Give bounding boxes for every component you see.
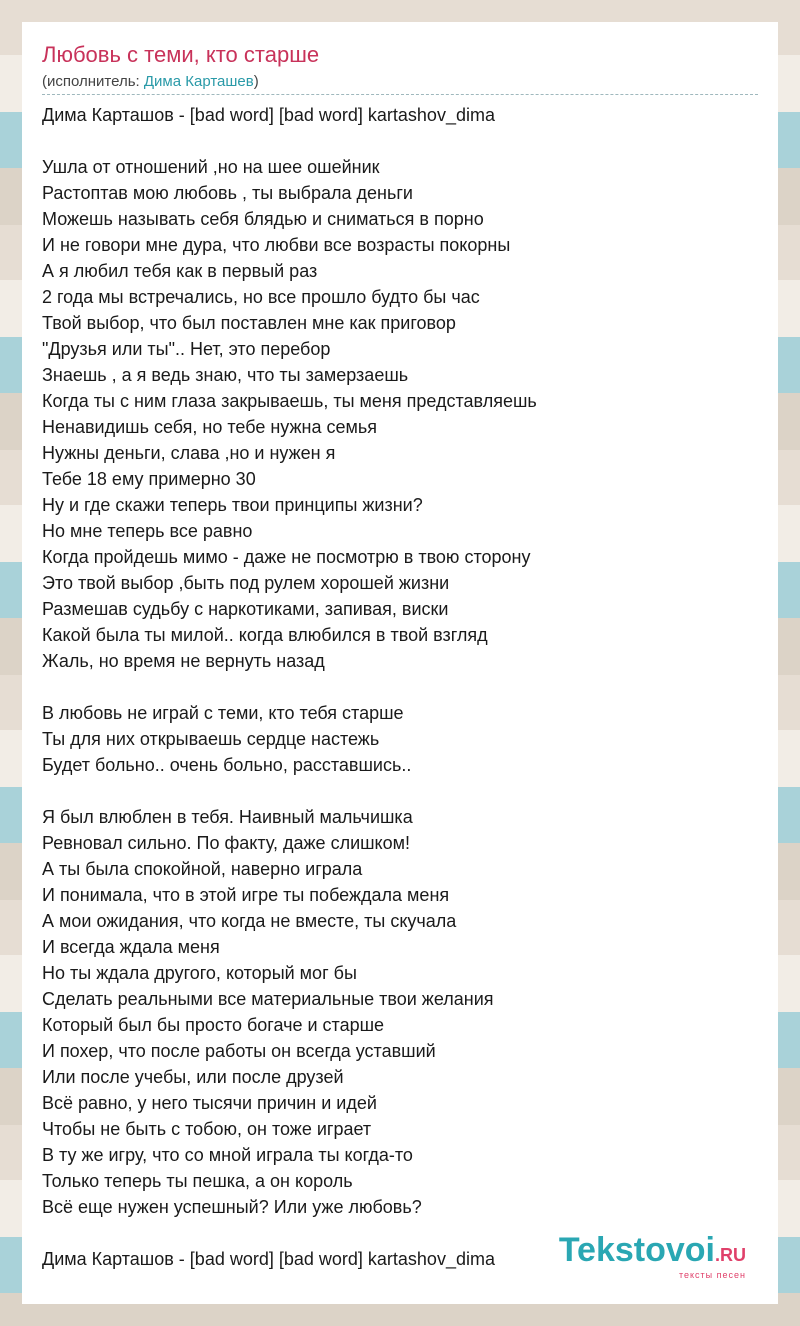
lyric-line: А мои ожидания, что когда не вместе, ты скучала: [42, 911, 457, 931]
dashed-divider: [42, 94, 758, 95]
logo-name: Tekstovoi: [558, 1231, 715, 1269]
lyric-line: Ненавидишь себя, но тебе нужна семья: [42, 417, 377, 437]
lyric-line: Ревновал сильно. По факту, даже слишком!: [42, 833, 411, 853]
lyric-line: Жаль, но время не вернуть назад: [42, 651, 325, 671]
site-logo[interactable]: [559, 1233, 746, 1280]
lyric-line: Размешав судьбу с наркотиками, запивая, виски: [42, 599, 449, 619]
artist-suffix: ): [253, 73, 259, 90]
logo-tagline: тексты песен: [678, 1270, 746, 1280]
lyric-line: "Друзья или ты".. Нет, это перебор: [42, 339, 331, 359]
lyric-line: [42, 674, 762, 700]
logo-tld: .RU: [715, 1245, 746, 1265]
lyric-line: Это твой выбор ,быть под рулем хорошей жизни: [42, 573, 450, 593]
lyric-line: Будет больно.. очень больно, расставшись..: [42, 755, 412, 775]
lyric-line: Нужны деньги, слава ,но и нужен я: [42, 443, 336, 463]
lyric-line: Но ты ждала другого, который мог бы: [42, 963, 357, 983]
lyric-line: Ушла от отношений ,но на шее ошейник: [42, 157, 380, 177]
lyric-line: А я любил тебя как в первый раз: [42, 261, 318, 281]
lyric-line: Знаешь , а я ведь знаю, что ты замерзаешь: [42, 365, 409, 385]
lyric-line: Ну и где скажи теперь твои принципы жизни?: [42, 495, 423, 515]
lyric-line: Я был влюблен в тебя. Наивный мальчишка: [42, 807, 413, 827]
lyrics-text: [42, 102, 762, 1272]
lyric-line: [42, 778, 762, 804]
lyric-line: Но мне теперь все равно: [42, 521, 253, 541]
lyric-line: Когда пройдешь мимо - даже не посмотрю в твою сторону: [42, 547, 531, 567]
lyric-line: Всё еще нужен успешный? Или уже любовь?: [42, 1197, 422, 1217]
lyric-line: Чтобы не быть с тобою, он тоже играет: [42, 1119, 372, 1139]
artist-prefix: (исполнитель:: [42, 73, 144, 90]
lyric-line: В ту же игру, что со мной играла ты когда-то: [42, 1145, 413, 1165]
lyric-line: Всё равно, у него тысячи причин и идей: [42, 1093, 377, 1113]
lyric-line: Дима Карташов - [bad word] [bad word] kartashov_dima: [42, 105, 495, 125]
lyric-line: И всегда ждала меня: [42, 937, 220, 957]
lyric-line: Который был бы просто богаче и старше: [42, 1015, 385, 1035]
lyrics-card: [22, 22, 778, 1304]
lyric-line: Твой выбор, что был поставлен мне как приговор: [42, 313, 456, 333]
artist-line: [42, 73, 259, 90]
lyric-line: А ты была спокойной, наверно играла: [42, 859, 363, 879]
lyric-line: Тебе 18 ему примерно 30: [42, 469, 256, 489]
lyric-line: Только теперь ты пешка, а он король: [42, 1171, 353, 1191]
lyric-line: Можешь называть себя блядью и сниматься в порно: [42, 209, 484, 229]
lyric-line: Какой была ты милой.. когда влюбился в твой взгляд: [42, 625, 488, 645]
song-title: Любовь с теми, кто старше: [42, 42, 320, 67]
lyric-line: И понимала, что в этой игре ты побеждала меня: [42, 885, 450, 905]
lyric-line: [42, 128, 762, 154]
lyric-line: Сделать реальными все материальные твои желания: [42, 989, 494, 1009]
lyric-line: Растоптав мою любовь , ты выбрала деньги: [42, 183, 413, 203]
lyric-line: И не говори мне дура, что любви все возрасты покорны: [42, 235, 511, 255]
artist-link[interactable]: Дима Карташев: [143, 73, 254, 90]
lyric-line: Ты для них открываешь сердце настежь: [42, 729, 380, 749]
lyric-line: Дима Карташов - [bad word] [bad word] kartashov_dima: [42, 1249, 495, 1269]
lyric-line: 2 года мы встречались, но все прошло будто бы час: [42, 287, 480, 307]
lyric-line: В любовь не играй с теми, кто тебя старше: [42, 703, 404, 723]
lyric-line: Когда ты с ним глаза закрываешь, ты меня представляешь: [42, 391, 537, 411]
lyric-line: И похер, что после работы он всегда уставший: [42, 1041, 436, 1061]
lyric-line: Или после учебы, или после друзей: [42, 1067, 344, 1087]
